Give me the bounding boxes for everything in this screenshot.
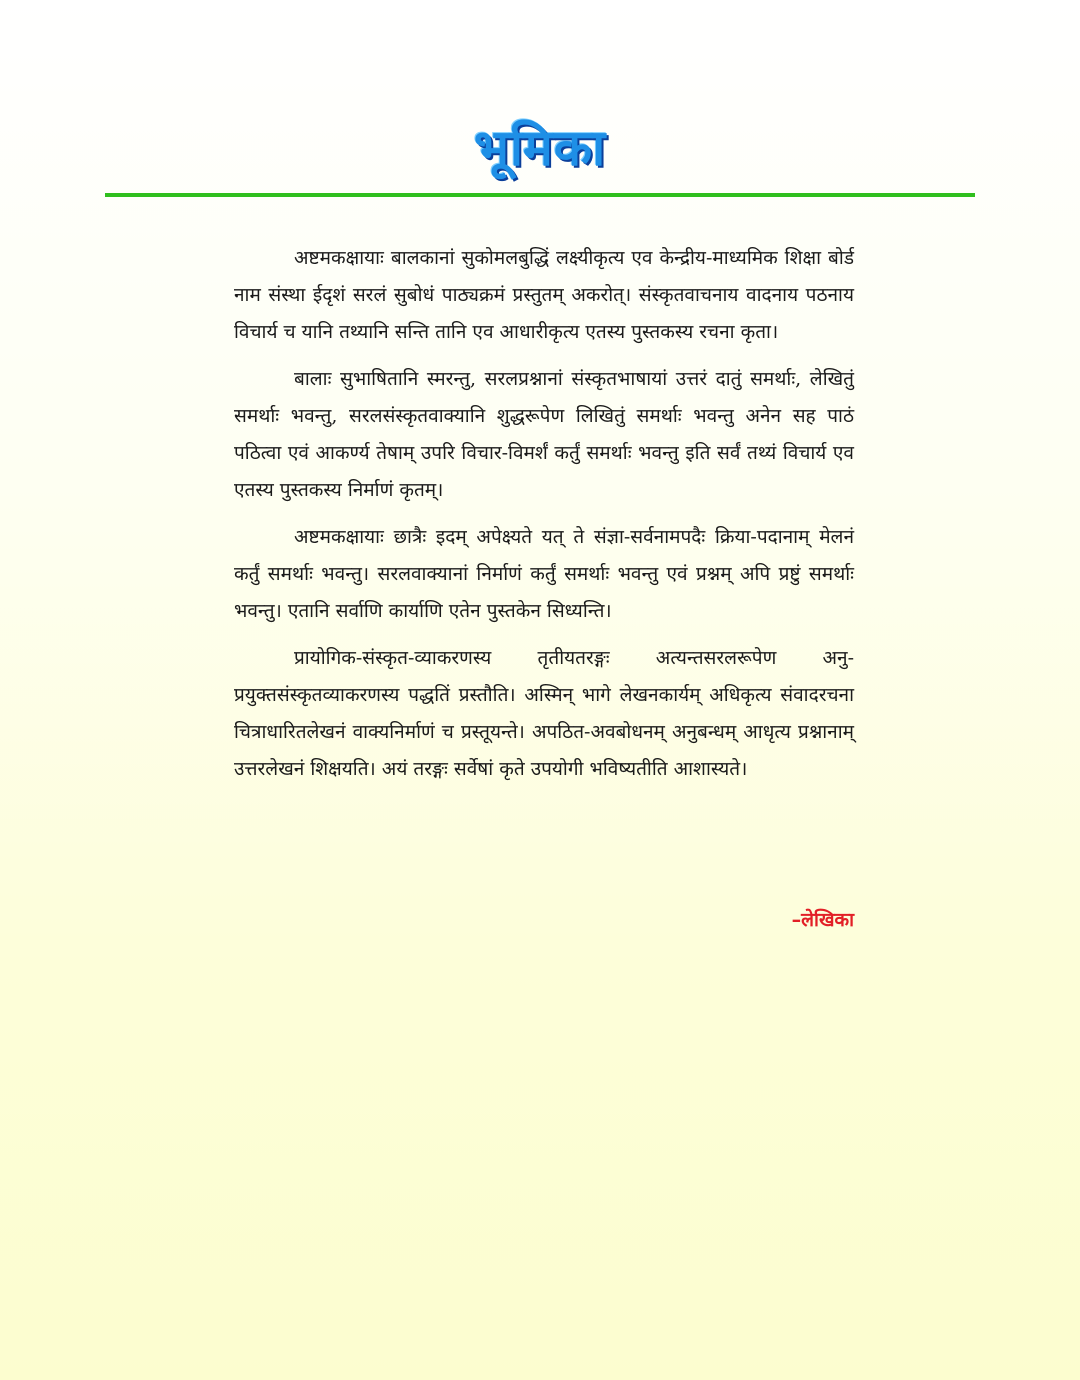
paragraph-4: प्रायोगिक-संस्कृत-व्याकरणस्य तृतीयतरङ्गः अत्यन्तसरलरूपेण अनु-प्रयुक्तसंस्कृतव्याकरणस्य पद्धतिं प्रस्तौति। अस्मिन् भागे लेखनकार्यम् अधिकृत्य संवादरचना चित्राधारितलेखनं वाक्यनिर्माणं च प्रस्तूयन्ते। अपठित-अवबोधनम् अनुबन्धम् आधृत्य प्रश्नानाम् उत्तरलेखनं शिक्षयति। अयं तरङ्गः सर्वेषां कृते उपयोगी भविष्यतीति आशास्यते। xyxy=(234,647,854,780)
paragraph-3: अष्टमकक्षायाः छात्रैः इदम् अपेक्ष्यते यत् ते संज्ञा-सर्वनामपदैः क्रिया-पदानाम् मेलनं कर्तुं समर्थाः भवन्तु। सरलवाक्यानां निर्माणं कर्तुं समर्थाः भवन्तु एवं प्रश्नम् अपि प्रष्टुं समर्थाः भवन्तु। एतानि सर्वाणि कार्याणि एतेन पुस्तकेन सिध्यन्ति। xyxy=(234,526,854,622)
page-title: भूमिका xyxy=(473,119,607,177)
author-signature: –लेखिका xyxy=(791,909,854,931)
preface-body xyxy=(234,240,854,798)
paragraph-1: अष्टमकक्षायाः बालकानां सुकोमलबुद्धिं लक्ष्यीकृत्य एव केन्द्रीय-माध्यमिक शिक्षा बोर्ड नाम संस्था ईदृशं सरलं सुबोधं पाठ्यक्रमं प्रस्तुतम् अकरोत्। संस्कृतवाचनाय वादनाय पठनाय विचार्य च यानि तथ्यानि सन्ति तानि एव आधारीकृत्य एतस्य पुस्तकस्य रचना कृता। xyxy=(234,247,854,343)
title-divider xyxy=(105,193,975,197)
paragraph-2: बालाः सुभाषितानि स्मरन्तु, सरलप्रश्नानां संस्कृतभाषायां उत्तरं दातुं समर्थाः, लेखितुं समर्थाः भवन्तु, सरलसंस्कृतवाक्यानि शुद्धरूपेण लिखितुं समर्थाः भवन्तु अनेन सह पाठं पठित्वा एवं आकर्ण्य तेषाम् उपरि विचार-विमर्शं कर्तुं समर्थाः भवन्तु इति सर्वं तथ्यं विचार्य एव एतस्य पुस्तकस्य निर्माणं कृतम्। xyxy=(234,368,854,501)
